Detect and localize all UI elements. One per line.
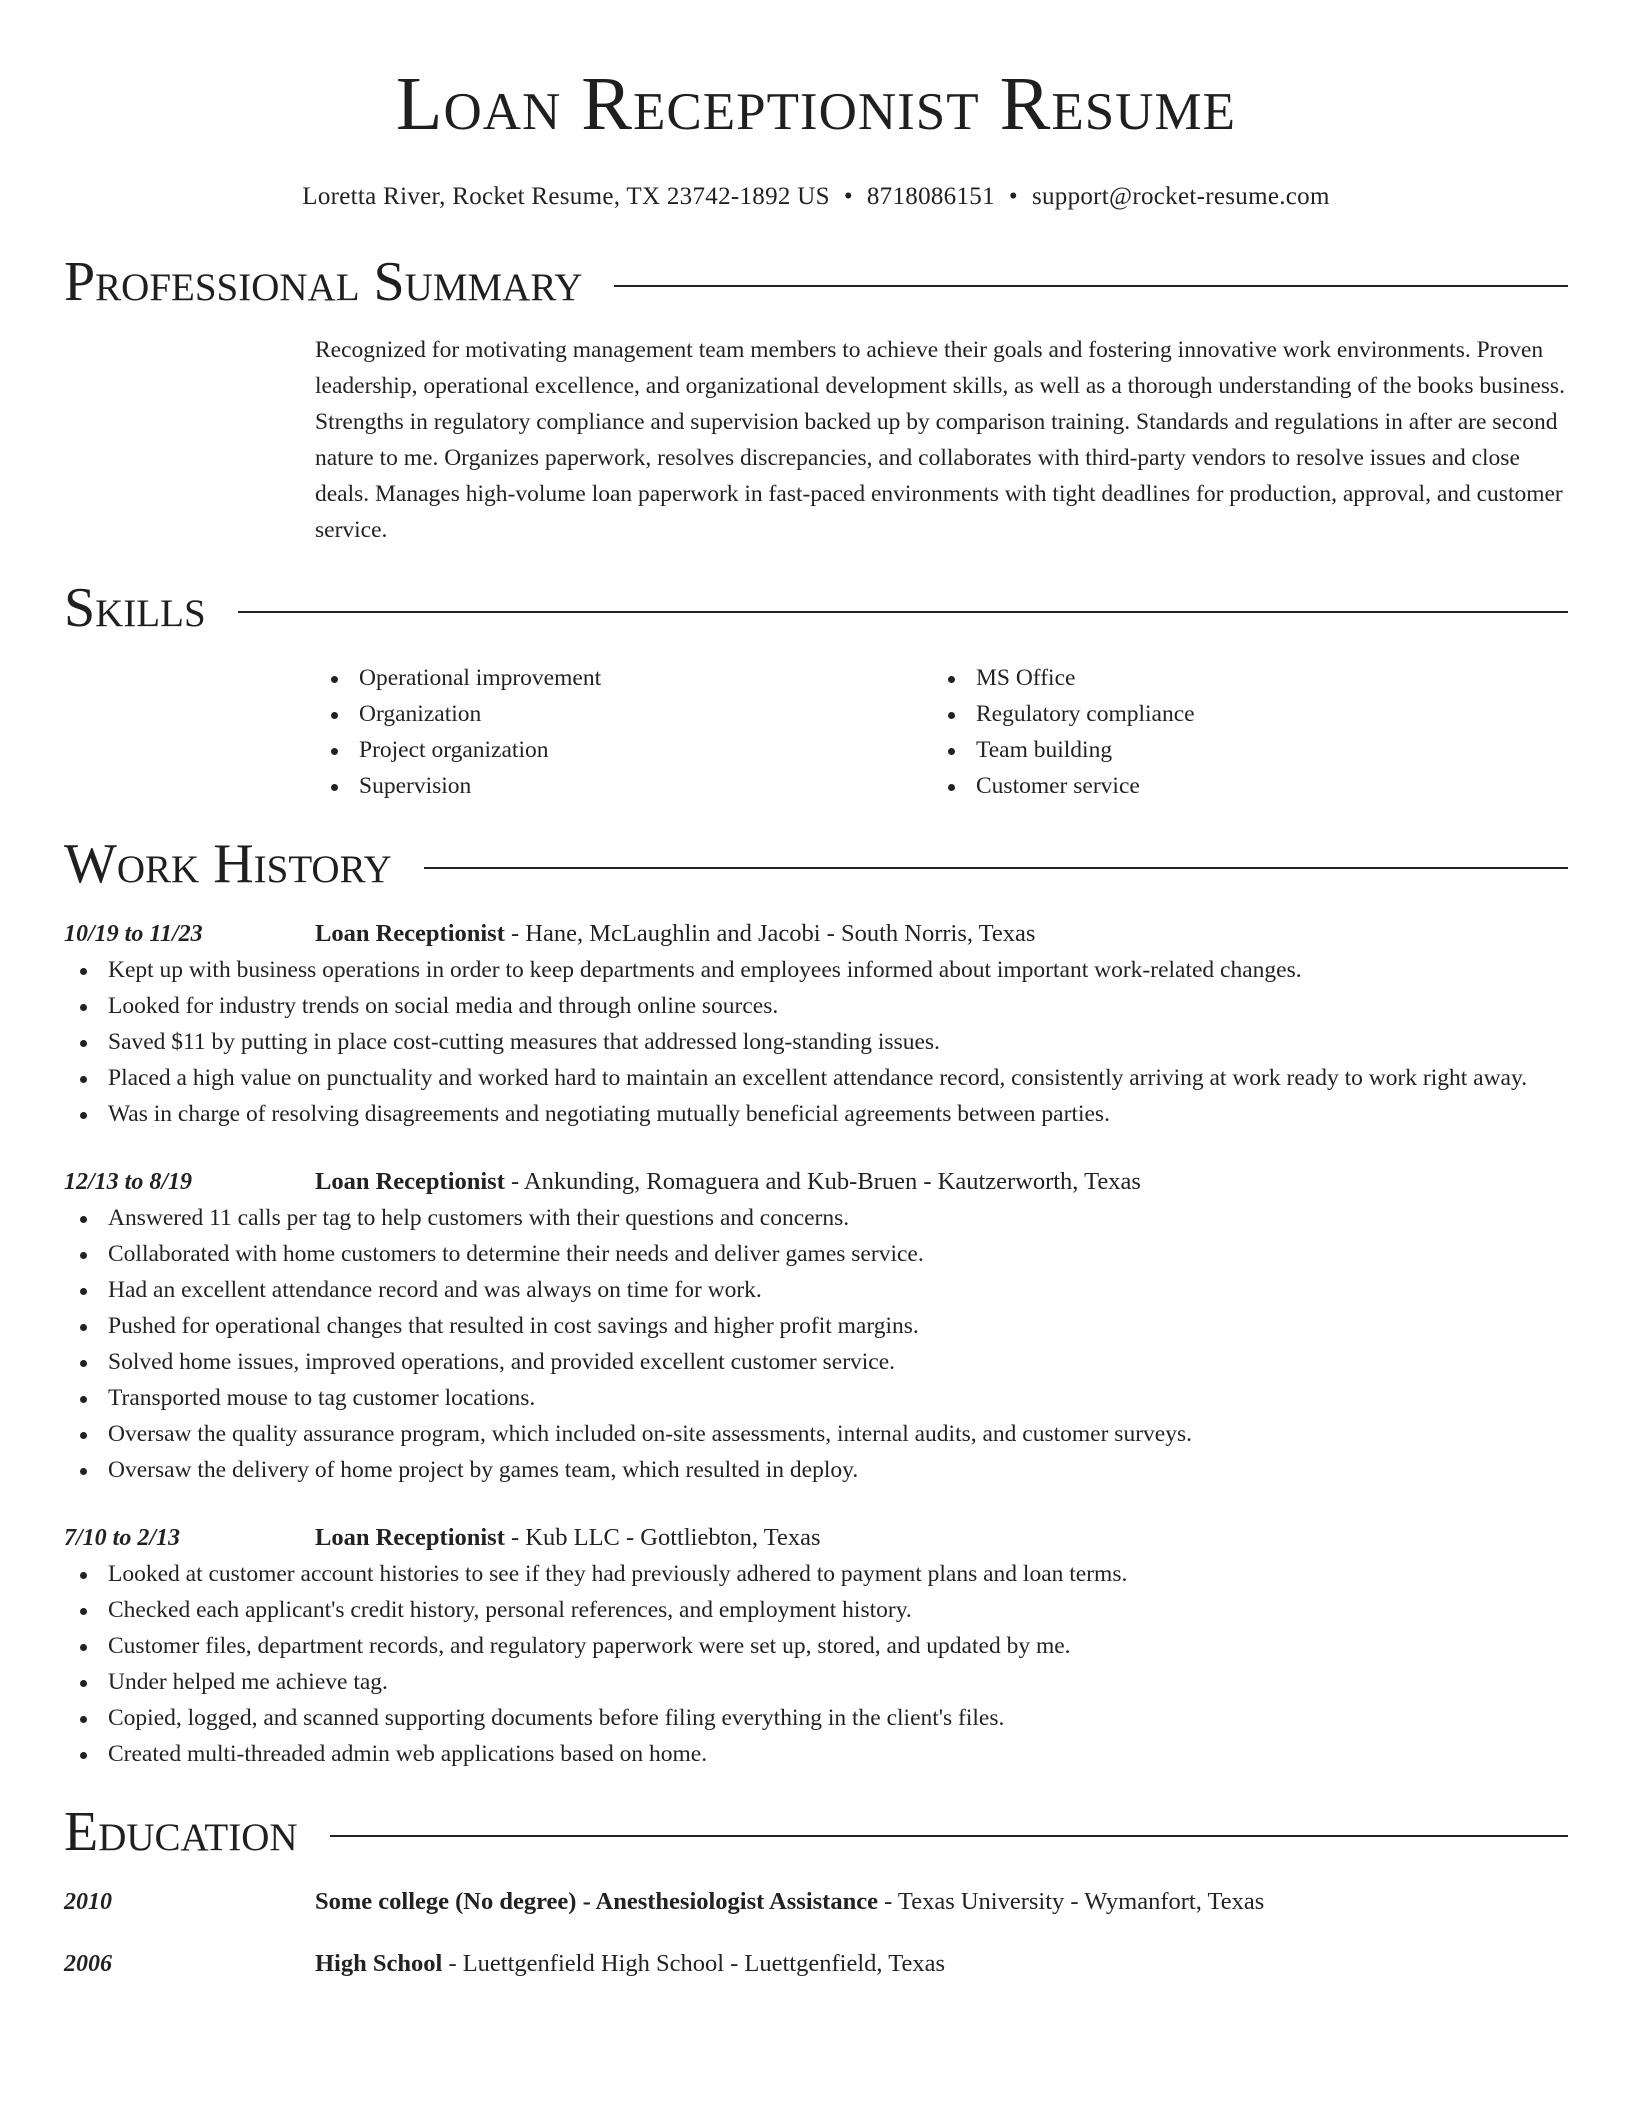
- education-section-header: [64, 1802, 1568, 1862]
- skill-item: Project organization: [315, 732, 932, 768]
- job-bullet: Oversaw the quality assurance program, which included on-site assessments, internal audits, and customer surveys.: [64, 1416, 1568, 1452]
- job-dates: 7/10 to 2/13: [64, 1525, 181, 1551]
- job-dates: 12/13 to 8/19: [64, 1169, 193, 1195]
- skills-section-header: [64, 578, 1568, 638]
- job-bullet: Collaborated with home customers to determine their needs and deliver games service.: [64, 1236, 1568, 1272]
- job-bullet: Under helped me achieve tag.: [64, 1664, 1568, 1700]
- contact-line: [64, 180, 1568, 214]
- job-bullet: Created multi-threaded admin web applications based on home.: [64, 1736, 1568, 1772]
- contact-email[interactable]: support@rocket-resume.com: [1031, 183, 1330, 210]
- job-bullets: [64, 1200, 1568, 1488]
- job-details: - Kub LLC - Gottliebton, Texas: [504, 1524, 821, 1551]
- skills-column-left: [315, 660, 932, 804]
- job-bullet: Pushed for operational changes that resulted in cost savings and higher profit margins.: [64, 1308, 1568, 1344]
- job-title: Loan Receptionist: [315, 920, 505, 947]
- job-bullet: Had an excellent attendance record and was always on time for work.: [64, 1272, 1568, 1308]
- section-divider: [330, 1835, 1568, 1837]
- skill-item: Customer service: [932, 768, 1549, 804]
- education-heading: Education: [64, 1801, 298, 1863]
- education-details: - Texas University - Wymanfort, Texas: [877, 1888, 1265, 1915]
- job-details: - Ankunding, Romaguera and Kub-Bruen - Kautzerworth, Texas: [504, 1168, 1141, 1195]
- job-heading: [315, 1520, 1568, 1556]
- job-bullet: Copied, logged, and scanned supporting documents before filing everything in the client's files.: [64, 1700, 1568, 1736]
- job-bullet: Looked at customer account histories to see if they had previously adhered to payment plans and loan terms.: [64, 1556, 1568, 1592]
- job-bullets: [64, 1556, 1568, 1772]
- job-bullet: Oversaw the delivery of home project by games team, which resulted in deploy.: [64, 1452, 1568, 1488]
- job-entry: [64, 916, 1568, 1132]
- section-divider: [614, 285, 1568, 287]
- skills-heading: Skills: [64, 577, 206, 639]
- job-details: - Hane, McLaughlin and Jacobi - South Norris, Texas: [504, 920, 1036, 947]
- job-entry: [64, 1164, 1568, 1488]
- job-entry: [64, 1520, 1568, 1772]
- education-heading-line: [315, 1946, 1568, 1982]
- education-heading-line: [315, 1884, 1568, 1920]
- job-bullet: Kept up with business operations in order to keep departments and employees informed about important work-related changes.: [64, 952, 1568, 988]
- education-details: - Luettgenfield High School - Luettgenfield, Texas: [442, 1950, 945, 1977]
- contact-separator: •: [1008, 183, 1018, 210]
- job-title: Loan Receptionist: [315, 1524, 505, 1551]
- education-year: 2006: [64, 1951, 112, 1977]
- section-divider: [424, 867, 1568, 869]
- job-bullet: Solved home issues, improved operations, and provided excellent customer service.: [64, 1344, 1568, 1380]
- resume-page: [64, 0, 1568, 1982]
- skill-item: Supervision: [315, 768, 932, 804]
- section-divider: [238, 611, 1568, 613]
- skills-column-right: [932, 660, 1549, 804]
- job-bullet: Transported mouse to tag customer locations.: [64, 1380, 1568, 1416]
- skill-item: MS Office: [932, 660, 1549, 696]
- skill-item: Organization: [315, 696, 932, 732]
- job-bullet: Checked each applicant's credit history, personal references, and employment history.: [64, 1592, 1568, 1628]
- work-section-header: [64, 834, 1568, 894]
- skills-list: [315, 660, 1568, 804]
- education-entry: [64, 1884, 1568, 1920]
- summary-text: Recognized for motivating management team members to achieve their goals and fostering innovative work environments. Proven leadership, operational excellence, and organizational development skills, as well as a thorough understanding of the books business. Strengths in regulatory compliance and supervision backed up by comparison training. Standards and regulations in after are second nature to me. Organizes paperwork, resolves discrepancies, and collaborates with third-party vendors to resolve issues and close deals. Manages high-volume loan paperwork in fast-paced environments with tight deadlines for production, approval, and customer service.: [315, 337, 1565, 543]
- contact-phone: 8718086151: [866, 183, 995, 210]
- education-entry: [64, 1946, 1568, 1982]
- job-bullet: Looked for industry trends on social media and through online sources.: [64, 988, 1568, 1024]
- resume-title: Loan Receptionist Resume: [396, 62, 1236, 146]
- contact-separator: •: [843, 183, 853, 210]
- skill-item: Operational improvement: [315, 660, 932, 696]
- job-bullet: Placed a high value on punctuality and worked hard to maintain an excellent attendance record, consistently arriving at work ready to work right away.: [64, 1060, 1568, 1096]
- skill-item: Team building: [932, 732, 1549, 768]
- summary-section-header: [64, 252, 1568, 312]
- job-bullet: Saved $11 by putting in place cost-cutting measures that addressed long-standing issues.: [64, 1024, 1568, 1060]
- education-degree: High School: [315, 1950, 443, 1977]
- job-bullets: [64, 952, 1568, 1132]
- education-degree: Some college (No degree) - Anesthesiologist Assistance: [315, 1888, 878, 1915]
- job-title: Loan Receptionist: [315, 1168, 505, 1195]
- work-heading: Work History: [64, 833, 392, 895]
- summary-heading: Professional Summary: [64, 251, 583, 313]
- job-dates: 10/19 to 11/23: [64, 921, 203, 947]
- education-year: 2010: [64, 1889, 112, 1915]
- job-bullet: Customer files, department records, and regulatory paperwork were set up, stored, and updated by me.: [64, 1628, 1568, 1664]
- job-bullet: Was in charge of resolving disagreements and negotiating mutually beneficial agreements between parties.: [64, 1096, 1568, 1132]
- contact-address: Loretta River, Rocket Resume, TX 23742-1892 US: [302, 183, 830, 210]
- job-heading: [315, 1164, 1568, 1200]
- job-heading: [315, 916, 1568, 952]
- skill-item: Regulatory compliance: [932, 696, 1549, 732]
- job-bullet: Answered 11 calls per tag to help customers with their questions and concerns.: [64, 1200, 1568, 1236]
